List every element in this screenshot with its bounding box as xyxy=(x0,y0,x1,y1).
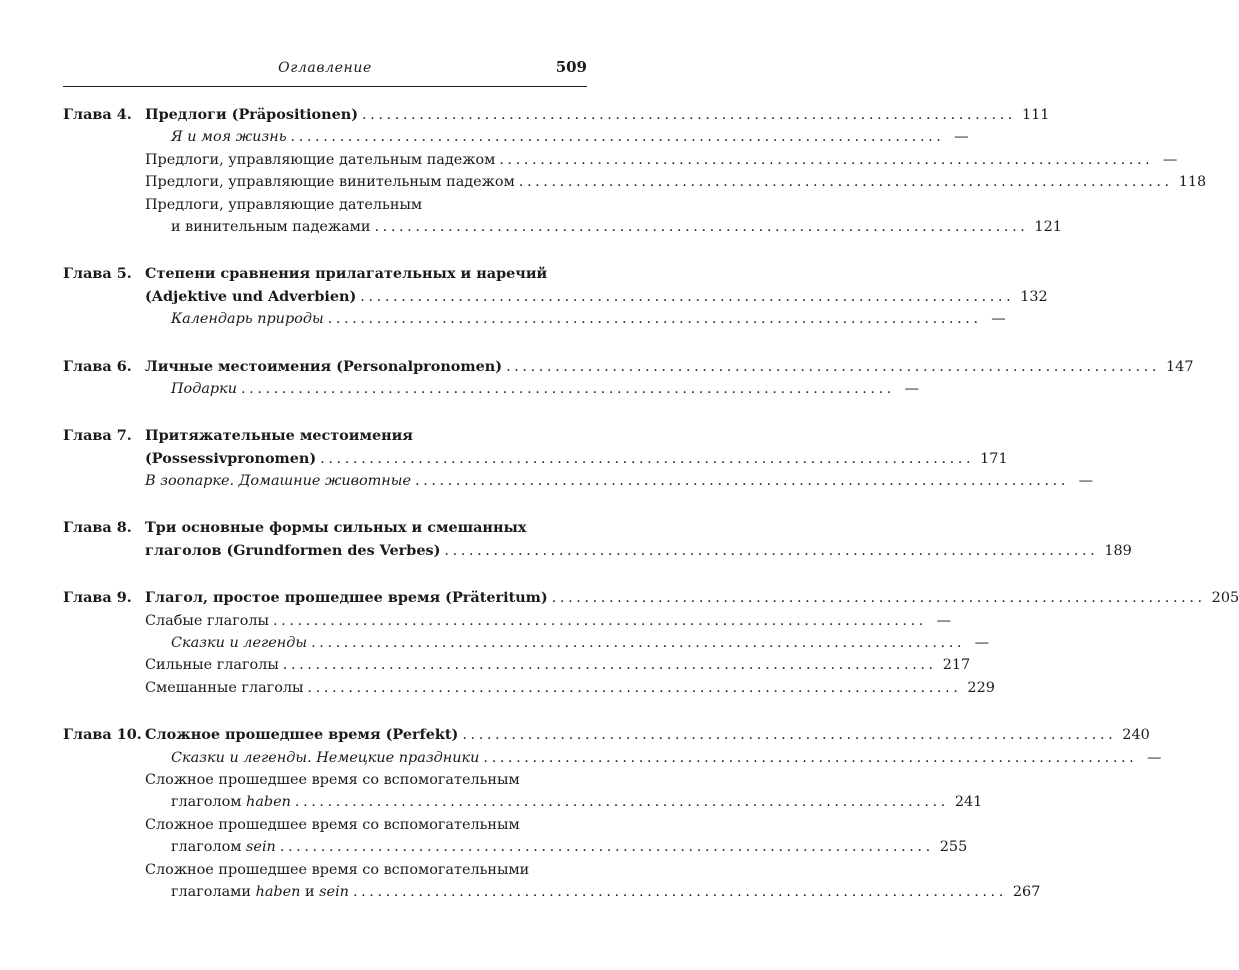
chapter-8 xyxy=(63,517,1132,562)
dot-leader: ................................................................................ xyxy=(499,151,1154,168)
toc-entry-line2[interactable] xyxy=(63,881,1041,903)
toc-entry-line2[interactable] xyxy=(63,216,1062,238)
entry-title: Слабые глаголы xyxy=(145,612,269,629)
page-ref: 255 xyxy=(939,839,968,856)
entry-title: Я и моя жизнь xyxy=(171,129,287,146)
dot-leader: ................................................................................ xyxy=(282,657,937,674)
toc-entry[interactable] xyxy=(63,149,1178,171)
chapter-title: Сложное прошедшее время (Perfekt) xyxy=(145,726,459,744)
toc-entry[interactable] xyxy=(63,610,951,632)
entry-title: В зоопарке. Домашние животные xyxy=(145,473,412,490)
entry-title: Подарки xyxy=(171,380,237,397)
chapter-label: Глава 4. xyxy=(63,106,132,123)
toc-entry[interactable] xyxy=(63,747,1162,769)
page-ref: 121 xyxy=(1034,218,1062,235)
page-ref: — xyxy=(1146,749,1162,766)
entry-title-cont: и винительным падежами xyxy=(171,218,371,235)
header-rule xyxy=(63,86,587,87)
toc-entry-line1[interactable] xyxy=(63,859,587,881)
dot-leader: ................................................................................ xyxy=(320,450,975,467)
entry-title: Сильные глаголы xyxy=(145,657,279,674)
dot-leader: ................................................................................ xyxy=(307,679,962,696)
chapter-label: Глава 10. xyxy=(63,726,142,744)
chapter-title: Предлоги (Präpositionen) xyxy=(145,106,359,123)
page-ref: 118 xyxy=(1178,174,1207,191)
chapter-title: Глагол, простое прошедшее время (Präteritum) xyxy=(145,589,548,607)
chapter-label: Глава 8. xyxy=(63,519,132,537)
entry-title: Календарь природы xyxy=(171,311,324,328)
dot-leader: ................................................................................ xyxy=(483,749,1138,766)
toc-entry-line2[interactable] xyxy=(63,836,968,858)
running-title: Оглавление xyxy=(278,60,372,76)
dot-leader: ................................................................................ xyxy=(362,107,1016,123)
page-ref: — xyxy=(904,380,919,397)
entry-word: глаголом xyxy=(171,839,242,856)
dot-leader: ................................................................................ xyxy=(311,635,966,652)
entry-word-italic: sein xyxy=(246,839,276,856)
toc-entry[interactable] xyxy=(63,677,995,699)
chapter-title-line[interactable] xyxy=(63,587,1239,609)
dot-leader: ................................................................................ xyxy=(444,542,1099,559)
chapter-title-cont: (Adjektive und Adverbien) xyxy=(145,287,357,305)
toc-entry-line1[interactable] xyxy=(63,194,587,216)
dot-leader: ................................................................................ xyxy=(551,590,1206,607)
entry-title: Смешанные глаголы xyxy=(145,679,304,696)
entry-title: Сложное прошедшее время со вспомогательным xyxy=(145,771,520,788)
entry-title: Предлоги, управляющие винительным падежом xyxy=(145,174,515,191)
toc-entry[interactable] xyxy=(63,126,969,148)
chapter-10 xyxy=(63,724,1162,903)
dot-leader: ................................................................................ xyxy=(294,794,949,811)
chapter-6 xyxy=(63,356,1194,401)
dot-leader: ................................................................................ xyxy=(241,380,895,397)
entry-word: глаголами xyxy=(171,883,251,900)
chapter-title: Степени сравнения прилагательных и наречий xyxy=(145,265,548,283)
toc-entry[interactable] xyxy=(63,632,990,654)
chapter-label: Глава 7. xyxy=(63,427,132,445)
dot-leader: ................................................................................ xyxy=(415,473,1069,490)
toc-entry[interactable] xyxy=(63,654,971,676)
chapter-9 xyxy=(63,587,1239,699)
dot-leader: ................................................................................ xyxy=(518,174,1173,191)
dot-leader: ................................................................................ xyxy=(360,288,1015,305)
chapter-title-line[interactable] xyxy=(63,425,587,447)
toc-entry[interactable] xyxy=(63,470,1093,492)
dot-leader: ................................................................................ xyxy=(290,129,945,146)
page-ref: 111 xyxy=(1021,107,1050,123)
page-ref: 147 xyxy=(1166,358,1194,375)
chapter-title: Притяжательные местоимения xyxy=(145,427,413,445)
chapter-title: Личные местоимения (Personalpronomen) xyxy=(145,357,503,375)
dot-leader: ................................................................................ xyxy=(506,358,1161,375)
page-ref: 132 xyxy=(1020,288,1048,305)
page-ref: — xyxy=(1078,473,1093,490)
page-ref: 189 xyxy=(1104,542,1132,559)
entry-title: Сказки и легенды xyxy=(171,635,308,652)
entry-word-italic: sein xyxy=(319,883,349,900)
page-ref: 217 xyxy=(942,657,971,674)
chapter-title-line2[interactable] xyxy=(63,448,1008,470)
chapter-7 xyxy=(63,425,1093,492)
page-ref: 229 xyxy=(967,679,995,696)
page-ref: — xyxy=(954,129,969,146)
page-ref: — xyxy=(1162,151,1178,168)
chapter-title-line[interactable] xyxy=(63,517,587,539)
toc-entry[interactable] xyxy=(63,171,1207,193)
toc-entry[interactable] xyxy=(63,308,1006,330)
page-header xyxy=(63,58,587,80)
entry-title-cont xyxy=(171,836,276,858)
page-number: 509 xyxy=(555,58,587,76)
entry-title: Предлоги, управляющие дательным xyxy=(145,196,423,213)
chapter-title-line[interactable] xyxy=(63,724,1150,746)
chapter-label: Глава 6. xyxy=(63,357,132,375)
entry-title: Сложное прошедшее время со вспомогательными xyxy=(145,861,530,878)
chapter-title-line[interactable] xyxy=(63,263,587,285)
toc-entry-line1[interactable] xyxy=(63,769,587,791)
page-ref: 267 xyxy=(1012,883,1041,900)
page-ref: — xyxy=(991,311,1006,328)
entry-title-cont xyxy=(171,791,291,813)
chapter-title-cont: (Possessivpronomen) xyxy=(145,449,317,467)
chapter-title-cont: глаголов (Grundformen des Verbes) xyxy=(145,541,441,559)
chapter-title-line2[interactable] xyxy=(63,286,1048,308)
chapter-label: Глава 9. xyxy=(63,589,132,607)
page-ref: 240 xyxy=(1122,727,1150,744)
toc-entry-line2[interactable] xyxy=(63,791,983,813)
entry-word-italic: haben xyxy=(255,883,301,900)
chapter-label: Глава 5. xyxy=(63,265,132,283)
chapter-title-line[interactable] xyxy=(63,104,1050,126)
chapter-title-line[interactable] xyxy=(63,356,1194,378)
entry-word-italic: haben xyxy=(246,794,291,811)
page-ref: — xyxy=(974,635,990,652)
table-of-contents xyxy=(63,104,1239,928)
entry-title: Предлоги, управляющие дательным падежом xyxy=(145,151,496,168)
entry-title: Сложное прошедшее время со вспомогательным xyxy=(145,816,520,833)
entry-title-cont xyxy=(171,881,349,903)
page-ref: 171 xyxy=(980,450,1008,467)
page-ref: — xyxy=(936,612,951,629)
chapter-5 xyxy=(63,263,1048,330)
entry-word: глаголом xyxy=(171,794,242,811)
dot-leader: ................................................................................ xyxy=(327,311,982,328)
chapter-title-line2[interactable] xyxy=(63,540,1132,562)
chapter-title: Три основные формы сильных и смешанных xyxy=(145,519,527,537)
dot-leader: ................................................................................ xyxy=(462,727,1117,744)
entry-word: и xyxy=(305,883,315,900)
dot-leader: ................................................................................ xyxy=(279,839,934,856)
dot-leader: ................................................................................ xyxy=(374,218,1029,235)
toc-entry[interactable] xyxy=(63,378,919,400)
page-ref: 241 xyxy=(954,794,983,811)
dot-leader: ................................................................................ xyxy=(352,883,1007,900)
dot-leader: ................................................................................ xyxy=(273,612,927,629)
entry-title: Сказки и легенды. Немецкие праздники xyxy=(171,749,480,766)
chapter-4 xyxy=(63,104,1207,238)
page-ref: 205 xyxy=(1211,590,1239,607)
toc-entry-line1[interactable] xyxy=(63,814,587,836)
